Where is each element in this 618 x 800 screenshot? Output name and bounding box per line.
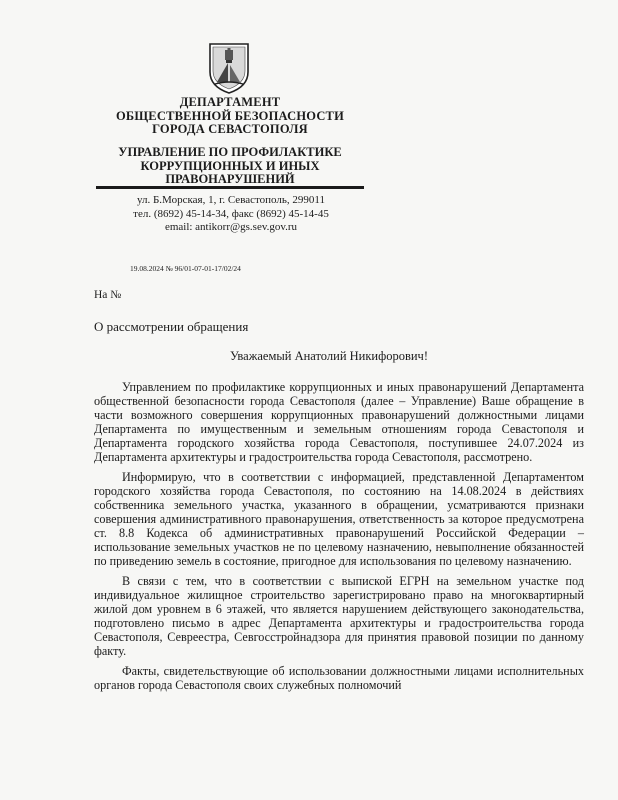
header-divider xyxy=(96,186,364,189)
body-paragraph: Управлением по профилактике коррупционных и иных правонарушений Департамента общественной безопасности города Севастополя (далее – Управление) Ваше обращение в части возможного совершения коррупционных правонарушений должностными лицами Департамента по имущественным и земельным отношениям города Севастополя и Департамента городского хозяйства города Севастополя, поступившее 24.07.2024 из Департамента архитектуры и градостроительства города Севастополя, рассмотрено. xyxy=(94,380,584,464)
office-line: УПРАВЛЕНИЕ ПО ПРОФИЛАКТИКЕ xyxy=(118,145,342,159)
body-paragraph: Факты, свидетельствующие об использовании должностными лицами исполнительных органов города Севастополя своих служебных полномочий xyxy=(94,664,584,692)
contact-block xyxy=(100,194,362,235)
department-line: ГОРОДА СЕВАСТОПОЛЯ xyxy=(152,122,308,136)
body-paragraph: Информирую, что в соответствии с информацией, представленной Департаментом городского хозяйства города Севастополя, по состоянию на 14.08.2024 в действиях собственника земельного участка, указанного в обращении, усматриваются признаки совершения административного правонарушения, ответственность за которое предусмотрена ст. 8.8 Кодекса об административных правонарушений Российской Федерации – использование земельных участков не по целевому назначению, невыполнение обязанностей по приведению земель в состояние, пригодное для использования по целевому назначению. xyxy=(94,470,584,568)
body-paragraph: В связи с тем, что в соответствии с выпиской ЕГРН на земельном участке под индивидуальное жилищное строительство зарегистрировано право на многоквартирный жилой дом уровнем в 6 этажей, что является нарушением действующего законодательства, подготовлено письмо в адрес Департамента архитектуры и градостроительства города Севастополя, Севреестра, Севгосстройнадзора для принятия правовой позиции по данному факту. xyxy=(94,574,584,658)
office-line: ПРАВОНАРУШЕНИЙ xyxy=(165,172,295,186)
office-line: КОРРУПЦИОННЫХ И ИНЫХ xyxy=(140,158,320,173)
email-line: email: antikorr@gs.sev.gov.ru xyxy=(164,221,298,233)
phone-line: тел. (8692) 45-14-34, факс (8692) 45-14-45 xyxy=(133,207,329,220)
department-line: ДЕПАРТАМЕНТ xyxy=(179,95,281,109)
letter-body xyxy=(94,380,584,698)
letter-subject: О рассмотрении обращения xyxy=(94,319,249,334)
letter-greeting: Уважаемый Анатолий Никифорович! xyxy=(229,349,429,363)
reference-number: На № xyxy=(94,289,122,301)
department-name xyxy=(100,96,360,137)
address-line: ул. Б.Морская, 1, г. Севастополь, 299011 xyxy=(136,194,326,206)
sevastopol-coat-of-arms-icon xyxy=(206,42,252,94)
department-line: ОБЩЕСТВЕННОЙ БЕЗОПАСНОСТИ xyxy=(115,108,345,123)
office-name xyxy=(100,146,360,187)
registration-number: 19.08.2024 № 96/01-07-01-17/02/24 xyxy=(130,264,241,273)
